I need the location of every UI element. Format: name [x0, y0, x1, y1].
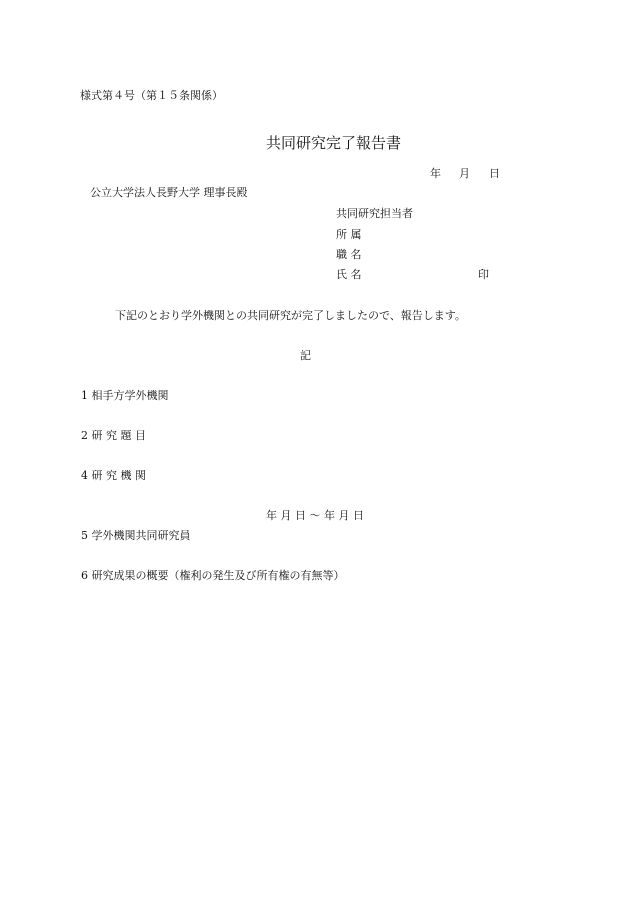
item-research-period: 4 研 究 機 関 — [81, 469, 146, 482]
body-text: 下記のとおり学外機関との共同研究が完了しましたので、報告します。 — [115, 309, 466, 322]
item-external-researchers: 5 学外機関共同研究員 — [81, 529, 191, 542]
research-period-range: 年 月 日 〜 年 月 日 — [266, 509, 364, 522]
date-day-label: 日 — [489, 167, 500, 180]
item-research-summary: 6 研究成果の概要（権利の発生及び所有権の有無等） — [81, 569, 345, 582]
item-research-topic: 2 研 究 題 目 — [81, 429, 146, 442]
name-label: 氏 名 — [336, 268, 362, 281]
date-month-label: 月 — [459, 167, 470, 180]
affiliation-label: 所 属 — [336, 228, 362, 241]
item-partner-institution: 1 相手方学外機関 — [81, 389, 169, 402]
document-title: 共同研究完了報告書 — [266, 134, 402, 152]
addressee: 公立大学法人長野大学 理事長殿 — [90, 186, 248, 199]
form-number: 様式第４号（第１５条関係） — [80, 89, 223, 102]
ki-heading: 記 — [300, 349, 311, 362]
seal-mark: 印 — [478, 268, 489, 281]
reporter-label: 共同研究担当者 — [336, 207, 413, 220]
position-label: 職 名 — [336, 248, 362, 261]
date-year-label: 年 — [430, 167, 441, 180]
